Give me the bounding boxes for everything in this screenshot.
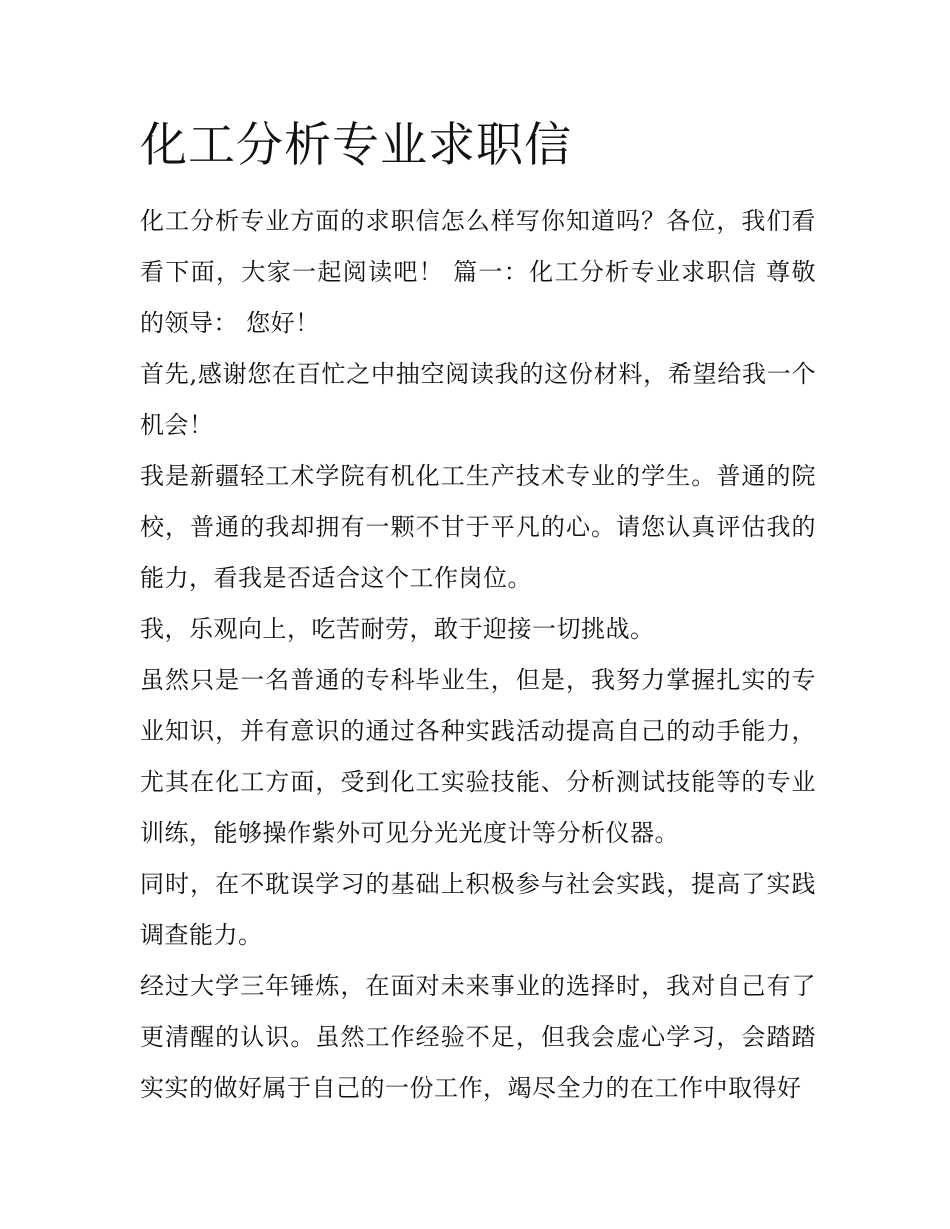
- paragraph-intro: 化工分析专业方面的求职信怎么样写你知道吗？各位，我们看看下面，大家一起阅读吧！ 篇一：化工分析专业求职信 尊敬的领导： 您好！: [140, 207, 816, 337]
- paragraph-thanks: 首先,感谢您在百忙之中抽空阅读我的这份材料，希望给我一个机会！: [140, 360, 816, 439]
- paragraph-practice: 同时，在不耽误学习的基础上积极参与社会实践，提高了实践调查能力。: [140, 870, 816, 949]
- paragraph-outlook: 经过大学三年锤炼，在面对未来事业的选择时，我对自己有了更清醒的认识。虽然工作经验不足，但我会虚心学习，会踏踏实实的做好属于自己的一份工作，竭尽全力的在工作中取得好: [140, 972, 816, 1102]
- paragraph-skills: 虽然只是一名普通的专科毕业生，但是，我努力掌握扎实的专业知识，并有意识的通过各种实践活动提高自己的动手能力，尤其在化工方面，受到化工实验技能、分析测试技能等的专业训练，能够操作紫外可见分光光度计等分析仪器。: [140, 666, 816, 847]
- paragraph-background: 我是新疆轻工术学院有机化工生产技术专业的学生。普通的院校，普通的我却拥有一颗不甘于平凡的心。请您认真评估我的能力，看我是否适合这个工作岗位。: [140, 462, 816, 592]
- paragraph-attitude: 我，乐观向上，吃苦耐劳，敢于迎接一切挑战。: [140, 615, 655, 643]
- document-title: 化工分析专业求职信: [140, 118, 572, 173]
- document-body: [140, 196, 816, 1114]
